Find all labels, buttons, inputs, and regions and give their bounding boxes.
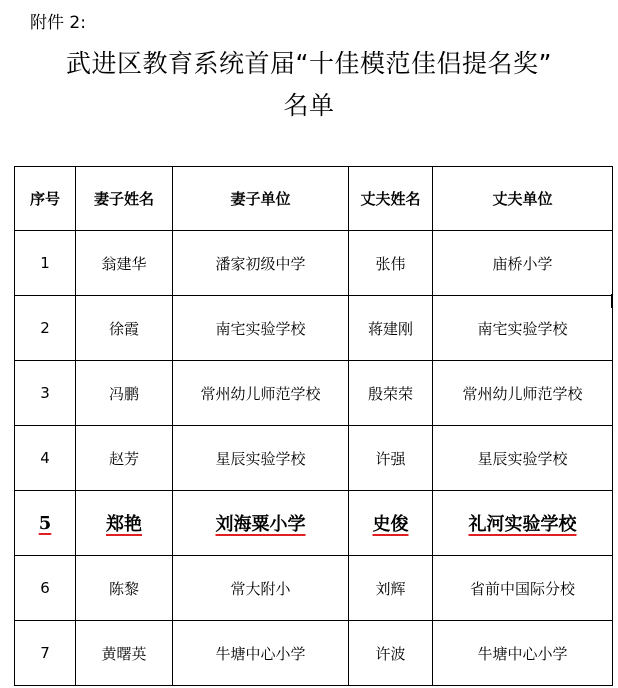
header-index: 序号 [15, 167, 76, 231]
husband-unit: 牛塘中心小学 [433, 621, 613, 686]
wife-name: 赵芳 [76, 426, 173, 491]
wife-name: 黄曙英 [76, 621, 173, 686]
wife-name: 翁建华 [76, 231, 173, 296]
row-index: 6 [15, 556, 76, 621]
wife-name: 冯鹏 [76, 361, 173, 426]
row-index: 7 [15, 621, 76, 686]
wife-unit: 刘海粟小学 [215, 514, 306, 535]
husband-name: 史俊 [372, 514, 409, 535]
table-row-highlighted [15, 491, 613, 556]
row-index: 2 [15, 296, 76, 361]
table-row [15, 231, 613, 296]
husband-name: 蒋建刚 [349, 296, 433, 361]
wife-name: 徐霞 [76, 296, 173, 361]
wife-name: 陈黎 [76, 556, 173, 621]
table-row [15, 621, 613, 686]
row-index: 5 [38, 512, 52, 534]
table-row [15, 556, 613, 621]
husband-unit: 南宅实验学校 [433, 296, 613, 361]
husband-unit: 星辰实验学校 [433, 426, 613, 491]
header-husband-unit: 丈夫单位 [433, 167, 613, 231]
wife-unit: 牛塘中心小学 [173, 621, 349, 686]
wife-unit: 常州幼儿师范学校 [173, 361, 349, 426]
wife-unit: 星辰实验学校 [173, 426, 349, 491]
wife-unit: 潘家初级中学 [173, 231, 349, 296]
nominee-table [14, 166, 613, 686]
husband-name: 殷荣荣 [349, 361, 433, 426]
table-row [15, 426, 613, 491]
table-header-row [15, 167, 613, 231]
husband-unit: 庙桥小学 [433, 231, 613, 296]
header-wife-unit: 妻子单位 [173, 167, 349, 231]
husband-unit: 礼河实验学校 [468, 514, 577, 535]
husband-name: 许强 [349, 426, 433, 491]
header-husband-name: 丈夫姓名 [349, 167, 433, 231]
document-title-line2: 名单 [283, 91, 335, 120]
husband-unit: 省前中国际分校 [433, 556, 613, 621]
row-index: 3 [15, 361, 76, 426]
attachment-label: 附件 2: [30, 13, 86, 33]
husband-name: 刘辉 [349, 556, 433, 621]
header-wife-name: 妻子姓名 [76, 167, 173, 231]
wife-name: 郑艳 [106, 514, 142, 535]
text-cursor-mark [611, 294, 613, 308]
husband-unit: 常州幼儿师范学校 [433, 361, 613, 426]
table-row [15, 361, 613, 426]
husband-name: 张伟 [349, 231, 433, 296]
row-index: 1 [15, 231, 76, 296]
wife-unit: 常大附小 [173, 556, 349, 621]
document-title: 武进区教育系统首届“十佳模范佳侣提名奖” [66, 49, 552, 78]
husband-name: 许波 [349, 621, 433, 686]
row-index: 4 [15, 426, 76, 491]
wife-unit: 南宅实验学校 [173, 296, 349, 361]
table-row [15, 296, 613, 361]
